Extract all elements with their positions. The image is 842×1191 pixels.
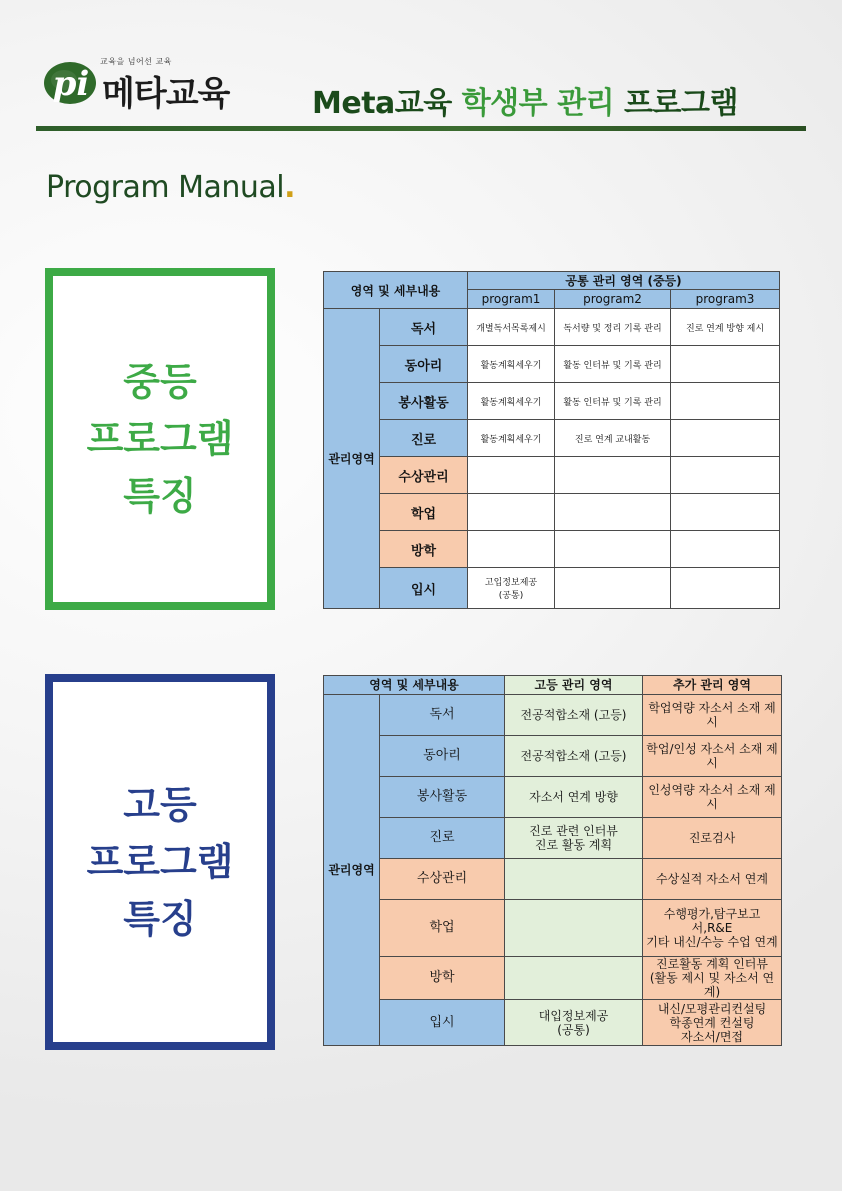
common-cell <box>505 957 643 1000</box>
row-category: 방학 <box>380 531 468 568</box>
row-category: 입시 <box>380 568 468 609</box>
extra-cell: 진로활동 계획 인터뷰 (활동 제시 및 자소서 연계) <box>643 957 782 1000</box>
row-category: 진로 <box>380 420 468 457</box>
table-cell: 고입정보제공 (공통) <box>468 568 555 609</box>
row-category: 입시 <box>380 1000 505 1046</box>
table-cell <box>671 457 780 494</box>
table-corner-header: 영역 및 세부내용 <box>324 676 505 695</box>
logo-slogan: 교육을 넘어선 교육 <box>100 57 172 66</box>
middle-program-box <box>45 268 275 610</box>
row-category: 수상관리 <box>380 859 505 900</box>
middle-box-line: 특징 <box>123 473 197 518</box>
row-category: 진로 <box>380 818 505 859</box>
table-cell <box>671 568 780 609</box>
table-cell <box>671 420 780 457</box>
table-cell <box>555 457 671 494</box>
title-suffix: 프로그램 <box>624 86 738 121</box>
table-cell <box>671 494 780 531</box>
manual-title <box>46 170 295 205</box>
row-category: 방학 <box>380 957 505 1000</box>
common-cell: 진로 관련 인터뷰 진로 활동 계획 <box>505 818 643 859</box>
title-highlight: 학생부 관리 <box>461 86 615 121</box>
row-category: 독서 <box>380 695 505 736</box>
column-header-common: 고등 관리 영역 <box>505 676 643 695</box>
table-cell <box>671 346 780 383</box>
table-cell: 진로 연계 방향 제시 <box>671 309 780 346</box>
extra-cell: 인성역량 자소서 소재 제시 <box>643 777 782 818</box>
table-cell: 활동 인터뷰 및 기록 관리 <box>555 346 671 383</box>
pi-logo-icon <box>42 58 100 106</box>
high-box-line: 프로그램 <box>86 839 234 884</box>
common-cell: 대입정보제공 (공통) <box>505 1000 643 1046</box>
row-category: 동아리 <box>380 346 468 383</box>
common-cell: 전공적합소재 (고등) <box>505 695 643 736</box>
row-category: 봉사활동 <box>380 777 505 818</box>
row-category: 수상관리 <box>380 457 468 494</box>
logo-mark-text: pi <box>52 64 90 104</box>
table-cell <box>555 494 671 531</box>
table-cell <box>468 457 555 494</box>
table-cell: 활동계획세우기 <box>468 383 555 420</box>
table-cell: 독서량 및 정리 기록 관리 <box>555 309 671 346</box>
manual-title-text: Program Manual <box>46 170 285 205</box>
table-cell <box>671 383 780 420</box>
common-cell <box>505 859 643 900</box>
extra-cell: 학업/인성 자소서 소재 제 시 <box>643 736 782 777</box>
title-prefix: Meta교육 <box>312 86 452 121</box>
middle-box-line: 프로그램 <box>86 416 234 461</box>
table-cell <box>671 531 780 568</box>
page-title <box>312 78 738 122</box>
manual-title-dot: . <box>284 170 296 205</box>
extra-cell: 진로검사 <box>643 818 782 859</box>
high-box-line: 고등 <box>123 782 197 827</box>
high-program-table <box>323 675 782 1046</box>
logo-name: 메타교육 <box>102 74 230 114</box>
table-corner-header: 영역 및 세부내용 <box>324 272 468 309</box>
group-header: 공통 관리 영역 (중등) <box>468 272 780 290</box>
extra-cell: 수상실적 자소서 연계 <box>643 859 782 900</box>
table-cell <box>468 531 555 568</box>
row-category: 학업 <box>380 494 468 531</box>
table-cell: 활동계획세우기 <box>468 346 555 383</box>
common-cell: 전공적합소재 (고등) <box>505 736 643 777</box>
common-cell <box>505 900 643 957</box>
middle-box-line: 중등 <box>123 359 197 404</box>
common-cell: 자소서 연계 방향 <box>505 777 643 818</box>
company-logo <box>42 54 252 114</box>
high-box-line: 특징 <box>123 896 197 941</box>
side-label: 관리영역 <box>324 309 380 609</box>
side-label: 관리영역 <box>324 695 380 1046</box>
table-cell <box>555 531 671 568</box>
row-category: 학업 <box>380 900 505 957</box>
table-cell: 활동 인터뷰 및 기록 관리 <box>555 383 671 420</box>
row-category: 봉사활동 <box>380 383 468 420</box>
column-header-extra: 추가 관리 영역 <box>643 676 782 695</box>
middle-program-table <box>323 271 780 609</box>
table-cell <box>555 568 671 609</box>
header-divider <box>36 126 806 131</box>
row-category: 독서 <box>380 309 468 346</box>
table-cell: 개별독서목록제시 <box>468 309 555 346</box>
table-cell: 활동계획세우기 <box>468 420 555 457</box>
extra-cell: 내신/모평관리컨설팅 학종연계 컨설팅 자소서/면접 <box>643 1000 782 1046</box>
column-header: program3 <box>671 290 780 309</box>
high-program-box <box>45 674 275 1050</box>
table-cell: 진로 연계 교내활동 <box>555 420 671 457</box>
row-category: 동아리 <box>380 736 505 777</box>
extra-cell: 학업역량 자소서 소재 제시 <box>643 695 782 736</box>
extra-cell: 수행평가,탐구보고서,R&E 기타 내신/수능 수업 연계 <box>643 900 782 957</box>
table-cell <box>468 494 555 531</box>
column-header: program1 <box>468 290 555 309</box>
column-header: program2 <box>555 290 671 309</box>
